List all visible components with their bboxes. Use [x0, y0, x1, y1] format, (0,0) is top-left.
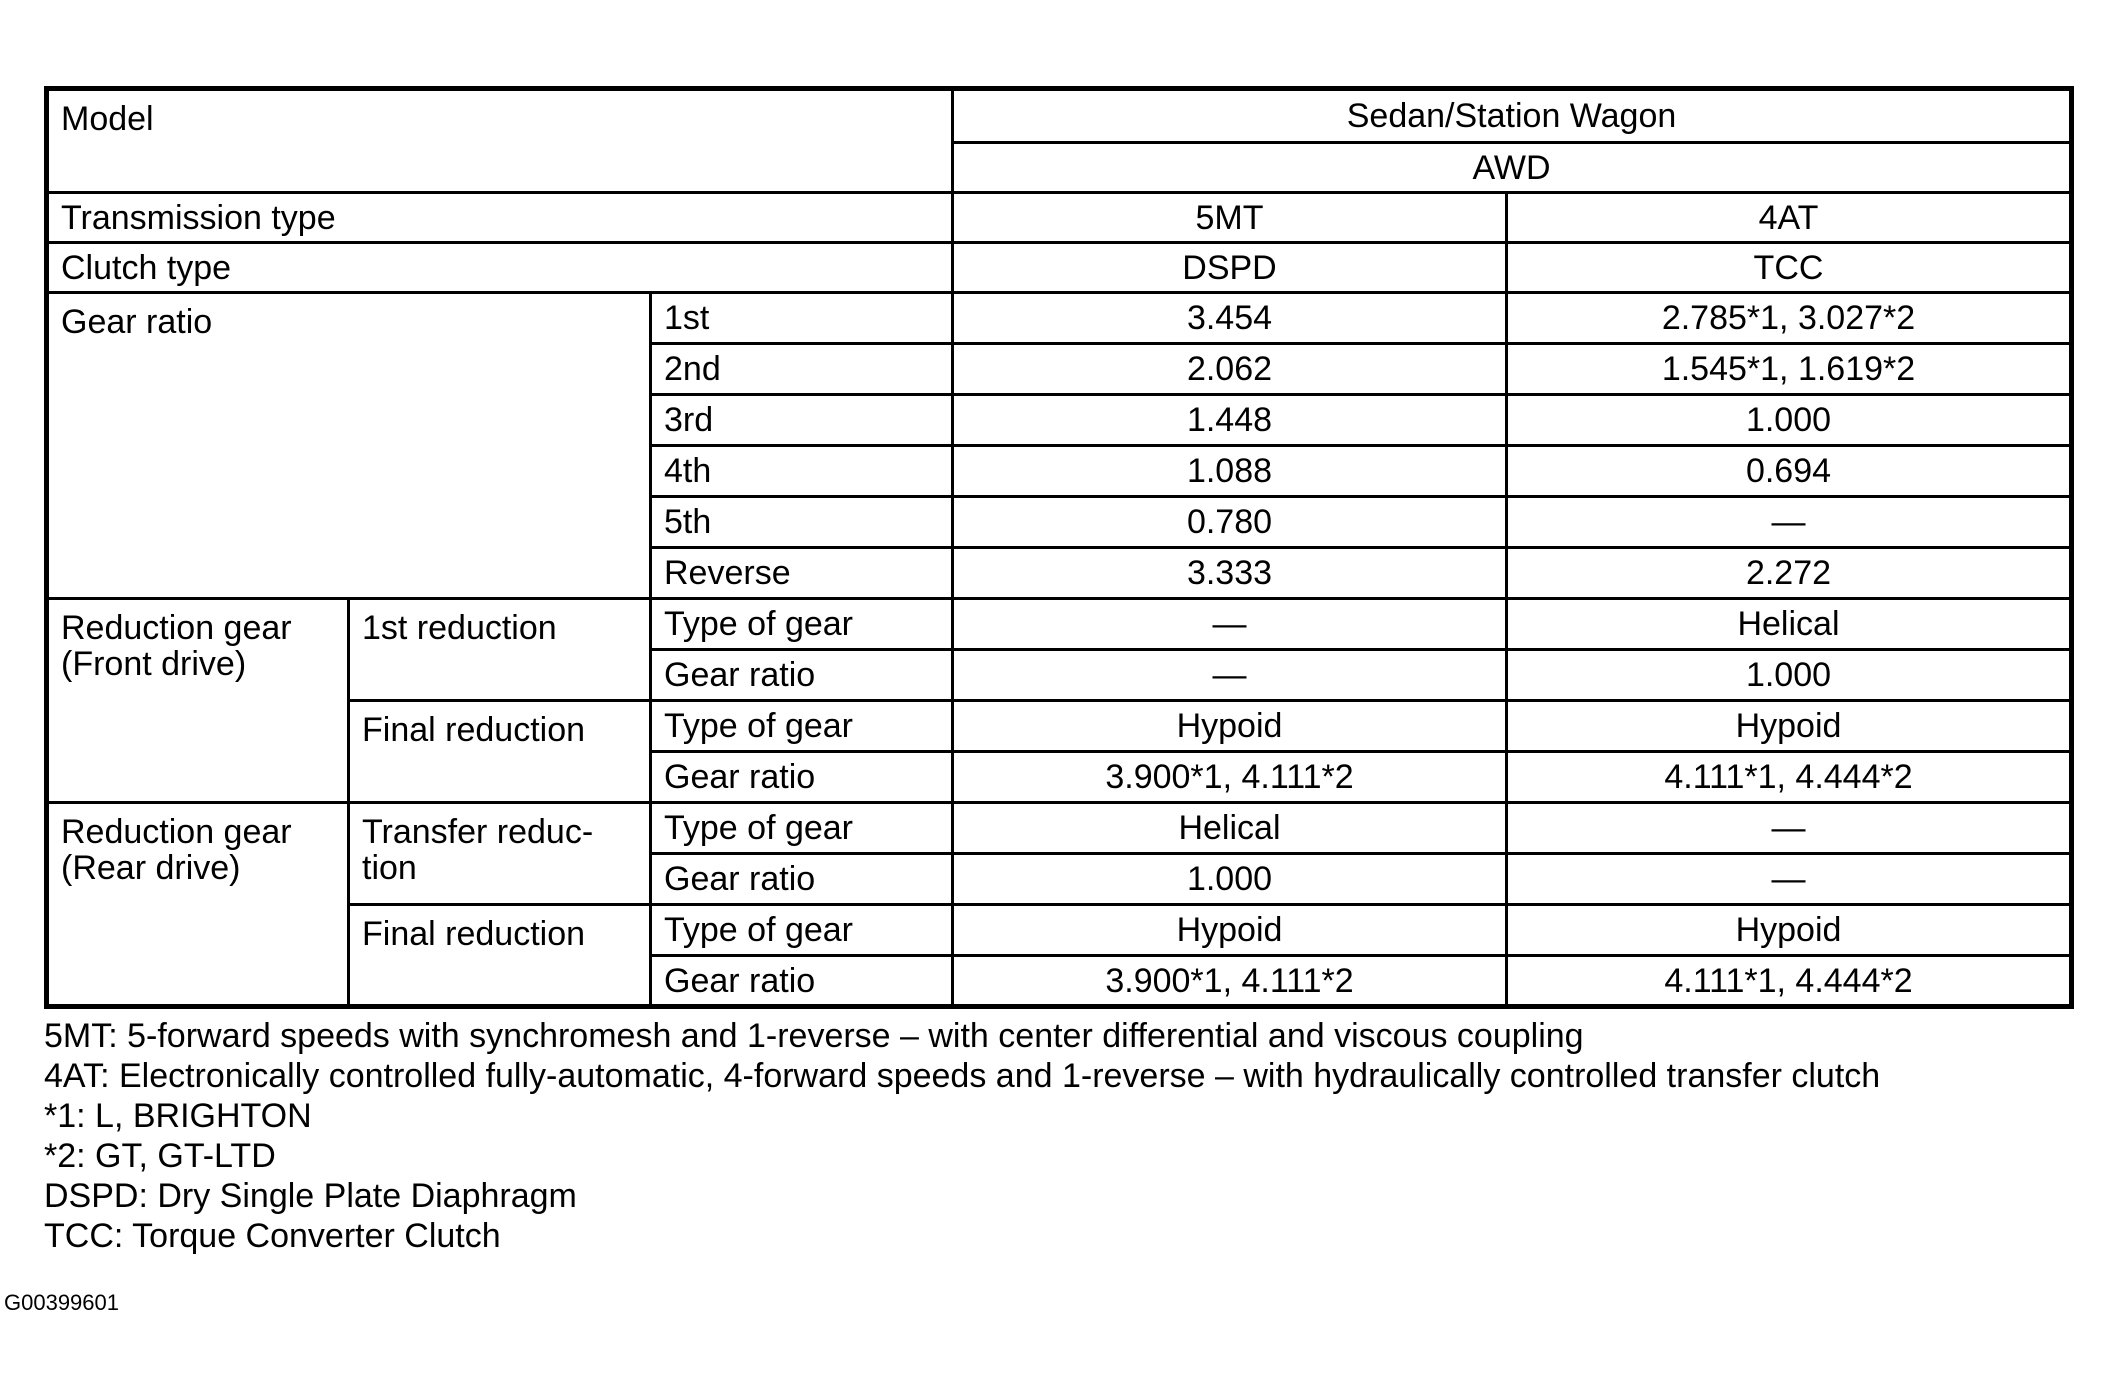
model-group: Sedan/Station Wagon	[953, 89, 2072, 143]
rear-final-reduction-label: Final reduction	[349, 905, 651, 1007]
footnote-dspd: DSPD: Dry Single Plate Diaphragm	[44, 1177, 577, 1215]
value-at: 1.000	[1507, 650, 2072, 701]
type-of-gear-label: Type of gear	[651, 803, 953, 854]
footnotes	[44, 1016, 1880, 1256]
gear-label: 2nd	[651, 344, 953, 395]
transmission-type-at: 4AT	[1507, 193, 2072, 243]
footnote-star1: *1: L, BRIGHTON	[44, 1097, 312, 1135]
value-mt: Hypoid	[953, 701, 1507, 752]
table-row	[47, 599, 2072, 650]
gear-ratio-mt: 1.448	[953, 395, 1507, 446]
gear-label: Reverse	[651, 548, 953, 599]
value-at: 4.111*1, 4.444*2	[1507, 956, 2072, 1007]
value-mt: Helical	[953, 803, 1507, 854]
transmission-type-mt: 5MT	[953, 193, 1507, 243]
value-mt: 3.900*1, 4.111*2	[953, 956, 1507, 1007]
value-at: 4.111*1, 4.444*2	[1507, 752, 2072, 803]
gear-ratio-at: 0.694	[1507, 446, 2072, 497]
value-mt: 1.000	[953, 854, 1507, 905]
rear-reduction-label: Reduction gear (Rear drive)	[47, 803, 349, 1007]
figure-code: G00399601	[4, 1290, 119, 1315]
gear-ratio-row-label: Gear ratio	[651, 956, 953, 1007]
type-of-gear-label: Type of gear	[651, 701, 953, 752]
gear-ratio-at: 1.000	[1507, 395, 2072, 446]
table-row	[47, 701, 2072, 752]
gear-label: 5th	[651, 497, 953, 548]
footnote-5mt: 5MT: 5-forward speeds with synchromesh and 1-reverse – with center differential and viscous coupling	[44, 1017, 1584, 1055]
transmission-type-label: Transmission type	[47, 193, 953, 243]
table-row	[47, 243, 2072, 293]
specification-table	[44, 86, 2074, 1009]
front-reduction-label: Reduction gear (Front drive)	[47, 599, 349, 803]
value-mt: —	[953, 650, 1507, 701]
clutch-type-label: Clutch type	[47, 243, 953, 293]
type-of-gear-label: Type of gear	[651, 599, 953, 650]
gear-ratio-mt: 2.062	[953, 344, 1507, 395]
clutch-type-at: TCC	[1507, 243, 2072, 293]
gear-label: 3rd	[651, 395, 953, 446]
gear-ratio-at: 2.272	[1507, 548, 2072, 599]
value-at: —	[1507, 854, 2072, 905]
model-label: Model	[47, 89, 953, 193]
table-row	[47, 193, 2072, 243]
gear-ratio-row-label: Gear ratio	[651, 650, 953, 701]
front-first-reduction-label: 1st reduction	[349, 599, 651, 701]
footnote-4at: 4AT: Electronically controlled fully-automatic, 4-forward speeds and 1-reverse – with hydraulically controlled transfer clutch	[44, 1057, 1881, 1095]
table-row	[47, 803, 2072, 854]
gear-label: 4th	[651, 446, 953, 497]
value-mt: 3.900*1, 4.111*2	[953, 752, 1507, 803]
gear-ratio-at: 2.785*1, 3.027*2	[1507, 293, 2072, 344]
clutch-type-mt: DSPD	[953, 243, 1507, 293]
gear-ratio-mt: 3.454	[953, 293, 1507, 344]
type-of-gear-label: Type of gear	[651, 905, 953, 956]
value-mt: Hypoid	[953, 905, 1507, 956]
gear-ratio-label: Gear ratio	[47, 293, 651, 599]
gear-ratio-row-label: Gear ratio	[651, 752, 953, 803]
gear-ratio-at: —	[1507, 497, 2072, 548]
gear-label: 1st	[651, 293, 953, 344]
value-at: Hypoid	[1507, 905, 2072, 956]
rear-transfer-reduction-label: Transfer reduc-tion	[349, 803, 651, 905]
front-final-reduction-label: Final reduction	[349, 701, 651, 803]
table-row	[47, 293, 2072, 344]
gear-ratio-mt: 0.780	[953, 497, 1507, 548]
gear-ratio-mt: 1.088	[953, 446, 1507, 497]
table-row	[47, 89, 2072, 143]
drive-type: AWD	[953, 143, 2072, 193]
gear-ratio-at: 1.545*1, 1.619*2	[1507, 344, 2072, 395]
footnote-star2: *2: GT, GT-LTD	[44, 1137, 276, 1175]
gear-ratio-mt: 3.333	[953, 548, 1507, 599]
gear-ratio-row-label: Gear ratio	[651, 854, 953, 905]
table-row	[47, 905, 2072, 956]
value-at: Hypoid	[1507, 701, 2072, 752]
value-mt: —	[953, 599, 1507, 650]
value-at: Helical	[1507, 599, 2072, 650]
value-at: —	[1507, 803, 2072, 854]
footnote-tcc: TCC: Torque Converter Clutch	[44, 1217, 501, 1255]
